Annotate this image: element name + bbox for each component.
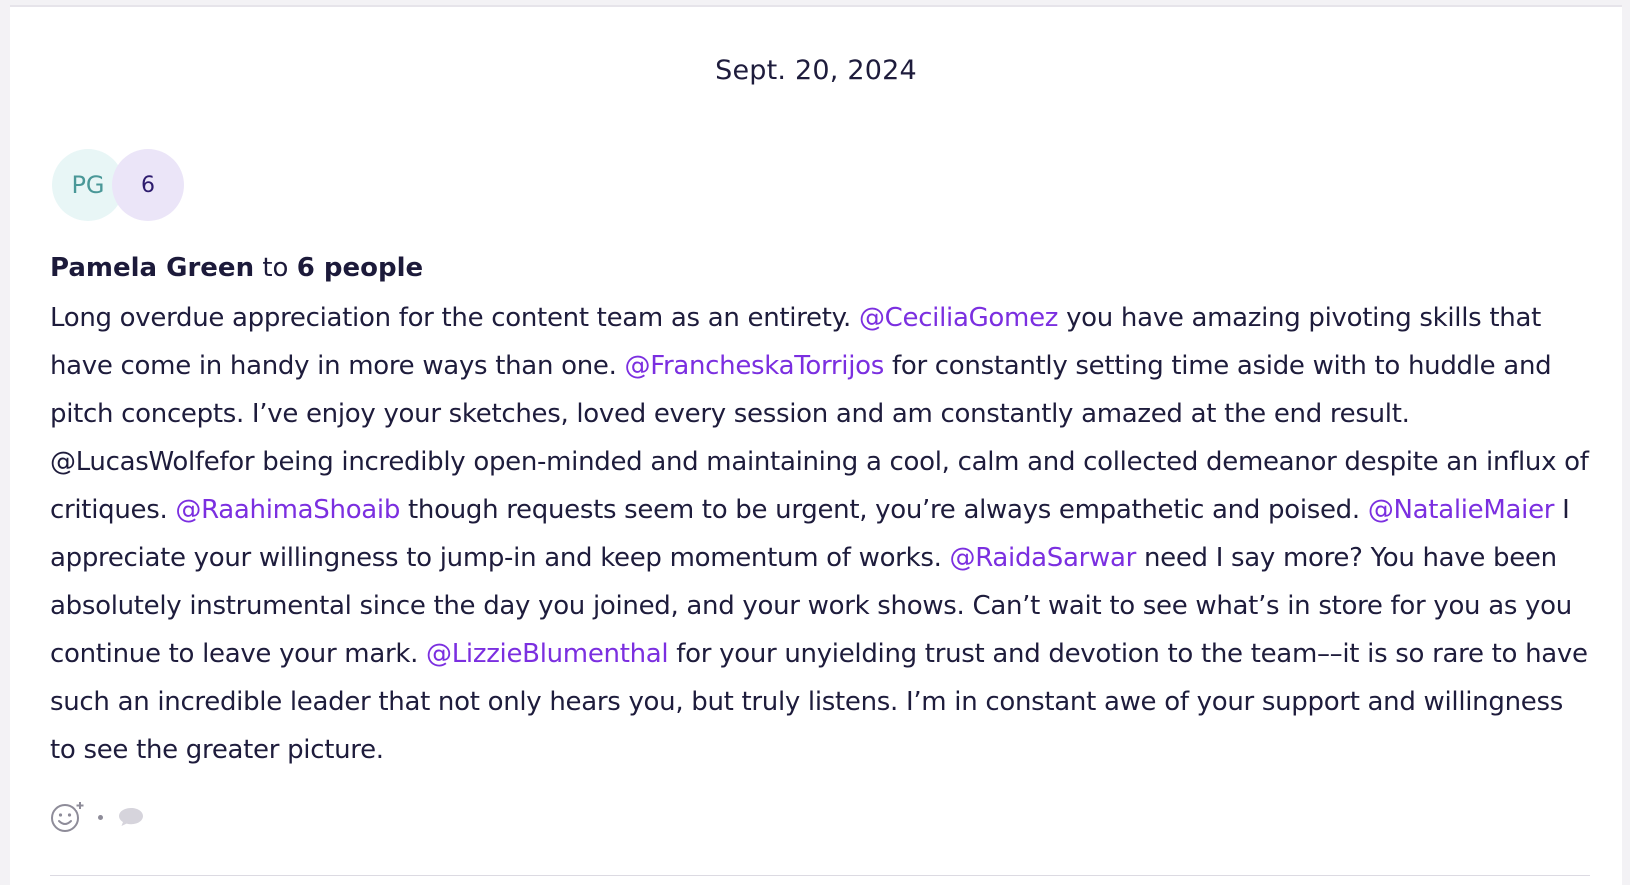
message-text: you have amazing pivoting skills that have come in handy in more ways than one. xyxy=(50,303,1541,381)
mention-link[interactable]: @RaahimaShoaib xyxy=(175,495,401,525)
mention-link[interactable]: @LizzieBlumenthal xyxy=(426,639,669,669)
message-text: though requests seem to be urgent, you’re always empathetic and poised. xyxy=(400,495,1368,525)
add-reaction-icon[interactable] xyxy=(50,800,84,834)
message-text: need I say more? You have been absolutely instrumental since the day you joined, and your work shows. Can’t wait to see what’s in store for you as you continue to leave your mark. xyxy=(50,543,1572,669)
sender-avatar[interactable]: PG xyxy=(52,149,124,221)
recognition-card xyxy=(10,5,1622,885)
heading-connector: to xyxy=(254,253,297,283)
post-message xyxy=(50,294,1590,774)
post-heading xyxy=(50,253,423,283)
comment-icon[interactable] xyxy=(117,805,145,829)
post-actions xyxy=(50,799,145,835)
mention-link[interactable]: @FrancheskaTorrijos xyxy=(624,351,885,381)
message-text: Long overdue appreciation for the content team as an entirety. xyxy=(50,303,859,333)
separator-dot xyxy=(98,815,103,820)
sender-name[interactable]: Pamela Green xyxy=(50,253,255,283)
message-text: for constantly setting time aside with to huddle and pitch concepts. I’ve enjoy your sketches, loved every session and am constantly amazed at the end result. @LucasWolfefor being incredibly open-minded and maintaining a cool, calm and collected demeanor despite an influx of critiques. xyxy=(50,351,1589,525)
bottom-divider xyxy=(50,875,1590,876)
mention-link[interactable]: @CeciliaGomez xyxy=(858,303,1059,333)
message-text: I appreciate your willingness to jump-in and keep momentum of works. xyxy=(50,495,1570,573)
mention-link[interactable]: @RaidaSarwar xyxy=(949,543,1136,573)
recipients-count-avatar[interactable]: 6 xyxy=(112,149,184,221)
mention-link[interactable]: @NatalieMaier xyxy=(1367,495,1555,525)
post-date: Sept. 20, 2024 xyxy=(715,55,917,86)
recipients-label[interactable]: 6 people xyxy=(296,253,424,283)
message-text: for your unyielding trust and devotion to the team––it is so rare to have such an incredible leader that not only hears you, but truly listens. I’m in constant awe of your support and willingness to see the greater picture. xyxy=(50,639,1588,765)
